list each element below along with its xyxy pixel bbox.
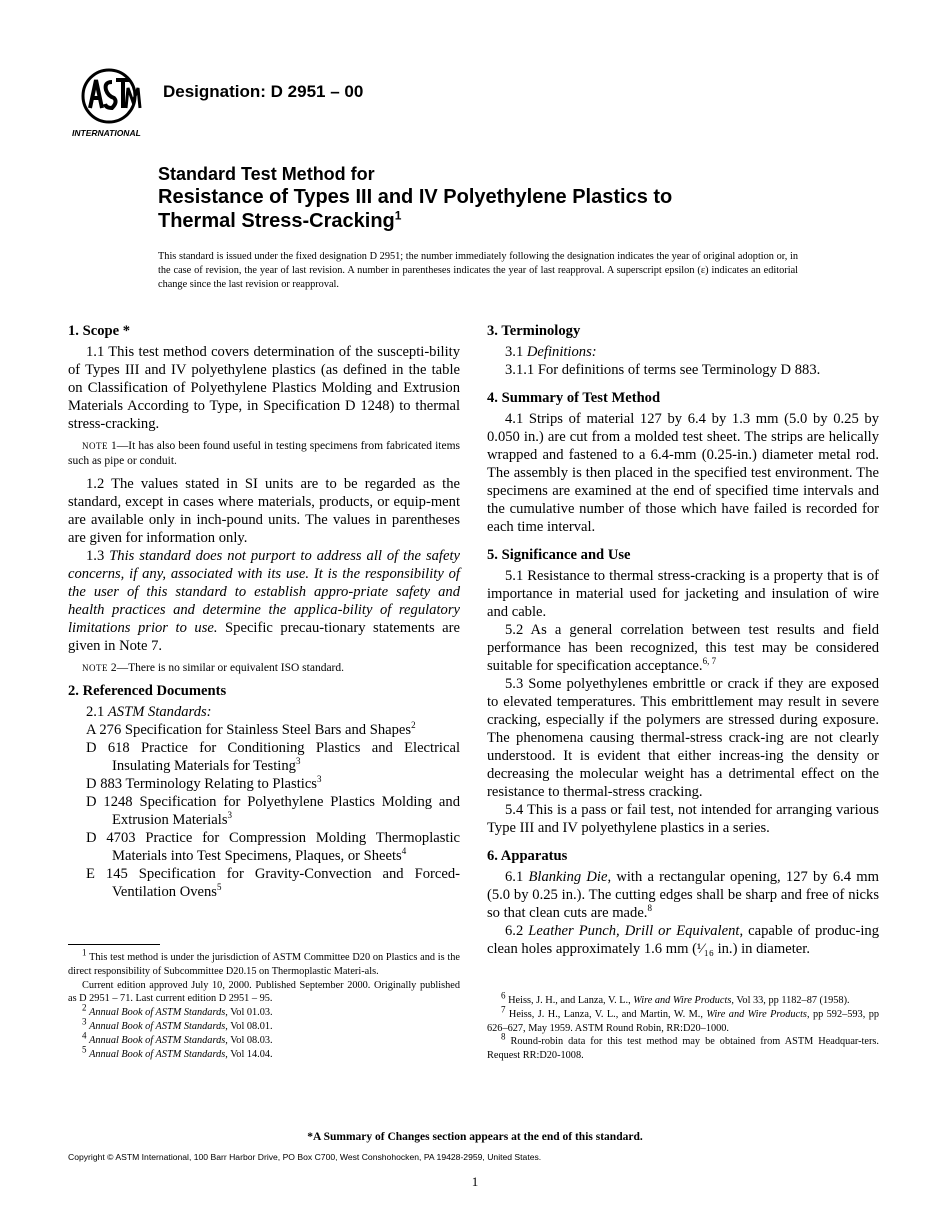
footnote-italic: Annual Book of ASTM Standards	[89, 1020, 226, 1032]
footnote-marker: 8	[501, 1031, 506, 1042]
right-column	[487, 322, 879, 958]
footnote	[68, 979, 460, 1007]
reference-text: D 883 Terminology Relating to Plastics	[86, 776, 317, 792]
reference-item	[86, 739, 460, 775]
paragraph-6-1-rest: , with a rectangular opening, 127 by 6.4 mm (5.0 by 0.25 in.). The cutting edges shall be sharp and free of nicks so that clean cuts are made.	[487, 869, 879, 921]
paragraph-5-2-footnote-ref: 6, 7	[702, 656, 717, 667]
paragraph-6-2-rest: , capable of produc-ing clean holes approximately 1.6 mm (¹⁄₁₆ in.) in diameter.	[487, 923, 879, 957]
reference-item	[86, 829, 460, 865]
footnote	[68, 1002, 460, 1020]
footnote-marker: 2	[82, 1002, 87, 1013]
reference-text: D 4703 Practice for Compression Molding Thermoplastic Materials into Test Specimens, Plaques, or Sheets	[86, 830, 460, 864]
footnote-italic: Wire and Wire Products	[706, 1008, 807, 1020]
title-line-1: Standard Test Method for	[158, 164, 375, 184]
paragraph-5-3: 5.3 Some polyethylenes embrittle or crack if they are exposed to elevated temperatures. This embrittlement may result in severe cracking, especially if the polymers are stressed during exposure. The phenomena causing thermal-stress crack-ing are not clearly understood. It is evident that either increas-ing the density or decreasing the molecular weight has a detrimental effect on the resistance to thermal-stress cracking.	[487, 676, 879, 800]
footnote	[487, 1031, 879, 1063]
paragraph-6-1	[487, 868, 879, 922]
note-2-text: 2—There is no similar or equivalent ISO standard.	[108, 662, 345, 674]
note-1-label: NOTE	[82, 441, 108, 451]
page-number: 1	[471, 1174, 479, 1189]
left-column	[68, 322, 460, 901]
footnote-marker: 4	[82, 1030, 87, 1041]
footnotes-right	[487, 990, 879, 1063]
paragraph-6-2-italic: Leather Punch, Drill or Equivalent	[528, 923, 740, 939]
reference-list	[68, 721, 460, 901]
footnote	[68, 1044, 460, 1062]
document-title	[158, 163, 878, 233]
section-heading-referenced: 2. Referenced Documents	[68, 683, 227, 699]
footnote-italic: Annual Book of ASTM Standards	[89, 1048, 226, 1060]
copyright: Copyright © ASTM International, 100 Barr Harbor Drive, PO Box C700, West Conshohocken, PA 19428-2959, United States.	[68, 1152, 542, 1162]
paragraph-4-1: 4.1 Strips of material 127 by 6.4 by 1.3 mm (5.0 by 0.25 by 0.050 in.) are cut from a molded test sheet. The strips are helically wrapped and fastened to a 6.4-mm (0.25-in.) diameter metal rod. The assembly is then placed in the specified test environment. The specimens are examined at the end of specified time intervals and the cumulative number of those which have failed is recorded for each time interval.	[487, 411, 879, 535]
paragraph-1-1: 1.1 This test method covers determination of the suscepti-bility of Types III and IV polyethylene plastics (as defined in the table on Classification of Polyethylene Plastics Molding and Extrusion Materials According to Type, in Specification D 1248) to thermal stress-cracking.	[68, 344, 460, 432]
paragraph-6-2-num: 6.2	[505, 923, 529, 939]
paragraph-1-3-num: 1.3	[86, 548, 110, 564]
footnote-marker: 6	[501, 990, 506, 1001]
reference-item	[86, 775, 460, 793]
footnote-marker: 3	[82, 1016, 87, 1027]
footnote-divider	[68, 944, 160, 945]
section-heading-summary: 4. Summary of Test Method	[487, 390, 661, 406]
paragraph-1-2: 1.2 The values stated in SI units are to be regarded as the standard, except in cases where materials, products, or equip-ment are available only in inch-pound units. The values in parentheses are given for information only.	[68, 476, 460, 546]
footnote-text: This test method is under the jurisdiction of ASTM Committee D20 on Plastics and is the direct responsibility of Subcommittee D20.15 on Thermoplastic Materi-als.	[68, 952, 460, 977]
footnote-marker: 5	[82, 1044, 87, 1055]
footnote	[68, 947, 460, 979]
reference-item	[86, 721, 460, 739]
footnote-italic: Wire and Wire Products	[633, 995, 732, 1006]
section-heading-terminology: 3. Terminology	[487, 323, 581, 339]
paragraph-6-1-italic: Blanking Die	[528, 869, 608, 885]
paragraph-6-1-footnote-ref: 8	[647, 903, 652, 914]
reference-footnote-ref: 4	[401, 846, 407, 857]
paragraph-5-4: 5.4 This is a pass or fail test, not intended for arranging various Type III and IV polyethylene plastics in a series.	[487, 802, 879, 836]
note-1-text: 1—It has also been found useful in testing specimens from fabricated items such as pipe or conduit.	[68, 440, 460, 467]
paragraph-6-2	[487, 922, 879, 958]
paragraph-3-1-1: 3.1.1 For definitions of terms see Terminology D 883.	[505, 362, 821, 378]
title-line-2: Resistance of Types III and IV Polyethylene Plastics to	[158, 186, 673, 208]
summary-of-changes-note: *A Summary of Changes section appears at the end of this standard.	[307, 1131, 643, 1143]
footnote-text: , Vol 08.01.	[225, 1020, 273, 1032]
footnote-italic: Annual Book of ASTM Standards	[89, 1007, 226, 1019]
paragraph-2-1-num: 2.1	[86, 704, 108, 720]
paragraph-5-2-text: 5.2 As a general correlation between test results and field performance has been recognized, this test may be considered suitable for specification acceptance.	[487, 622, 879, 674]
footnote-text: , Vol 01.03.	[225, 1007, 273, 1019]
note-1	[68, 439, 460, 469]
footnote-pre: Round-robin data for this test method may be obtained from ASTM Headquar-ters. Request RR:D20-1008.	[487, 1036, 879, 1062]
reference-footnote-ref: 3	[316, 774, 322, 785]
title-footnote-ref: 1	[394, 208, 402, 223]
footnote	[68, 1030, 460, 1048]
footnote-marker: 1	[82, 947, 87, 958]
footnotes-left	[68, 944, 460, 1061]
paragraph-1-3-rest: Specific precau-tionary statements are given in Note 7.	[68, 620, 460, 654]
paragraph-6-1-num: 6.1	[505, 869, 529, 885]
section-heading-significance: 5. Significance and Use	[487, 547, 631, 563]
paragraph-3-1	[487, 343, 879, 361]
footnote	[487, 1004, 879, 1036]
footnote	[487, 990, 879, 1008]
astm-logo	[68, 68, 150, 140]
footnote-text: Current edition approved July 10, 2000. Published September 2000. Originally published as D 2951 – 71. Last current edition D 2951 – 95.	[68, 979, 460, 1005]
logo-text: INTERNATIONAL	[72, 128, 141, 138]
paragraph-2-1-italic: ASTM Standards:	[107, 704, 212, 720]
footnote-pre: Heiss, J. H., and Lanza, V. L.,	[505, 995, 634, 1006]
paragraph-5-2	[487, 621, 879, 675]
reference-item	[86, 865, 460, 901]
footnote-text: , pp 592–593, pp 626–627, May 1959. ASTM Round Robin, RR:D20–1000.	[487, 1008, 879, 1034]
designation: Designation: D 2951 – 00	[163, 82, 364, 101]
paragraph-3-1-italic: Definitions:	[526, 344, 597, 360]
reference-footnote-ref: 3	[227, 810, 233, 821]
reference-text: D 618 Practice for Conditioning Plastics and Electrical Insulating Materials for Testing	[86, 740, 460, 774]
footnote-text: , Vol 33, pp 1182–87 (1958).	[731, 995, 850, 1006]
reference-text: D 1248 Specification for Polyethylene Plastics Molding and Extrusion Materials	[86, 794, 460, 828]
reference-footnote-ref: 3	[295, 756, 301, 767]
title-line-3	[158, 209, 878, 233]
paragraph-2-1	[68, 703, 460, 721]
issuance-statement: This standard is issued under the fixed designation D 2951; the number immediately following the designation indicates the year of original adoption or, in the case of revision, the year of last revision. A number in parentheses indicates the year of last reapproval. A superscript epsilon (ε) indicates an editorial change since the last revision or reapproval.	[158, 251, 798, 290]
section-heading-scope: 1. Scope *	[68, 323, 131, 339]
note-2-label: NOTE	[82, 663, 108, 673]
footnote-italic: Annual Book of ASTM Standards	[89, 1034, 226, 1046]
footnote-text: , Vol 08.03.	[225, 1034, 273, 1046]
paragraph-1-3	[68, 547, 460, 655]
reference-footnote-ref: 5	[216, 882, 222, 893]
footnote	[68, 1016, 460, 1034]
footnote-text: , Vol 14.04.	[225, 1048, 273, 1060]
reference-text: A 276 Specification for Stainless Steel Bars and Shapes	[86, 722, 412, 738]
paragraph-1-3-italic: This standard does not purport to address all of the safety concerns, if any, associated with its use. It is the responsibility of the user of this standard to establish appro-priate safety and health practices and determine the applica-bility of regulatory limitations prior to use.	[68, 548, 460, 636]
reference-text: E 145 Specification for Gravity-Convection and Forced-Ventilation Ovens	[86, 866, 460, 900]
paragraph-5-1: 5.1 Resistance to thermal stress-cracking is a property that is of importance in material used for jacketing and insulation of wire and cable.	[487, 568, 879, 620]
section-heading-apparatus: 6. Apparatus	[487, 848, 568, 864]
reference-footnote-ref: 2	[411, 720, 416, 731]
note-2	[68, 661, 460, 676]
title-line-3-text: Thermal Stress-Cracking	[158, 210, 395, 232]
footnote-marker: 7	[501, 1004, 506, 1015]
footnote-pre: Heiss, J. H., Lanza, V. L., and Martin, W. M.,	[505, 1008, 707, 1020]
paragraph-3-1-num: 3.1	[505, 344, 527, 360]
reference-item	[86, 793, 460, 829]
